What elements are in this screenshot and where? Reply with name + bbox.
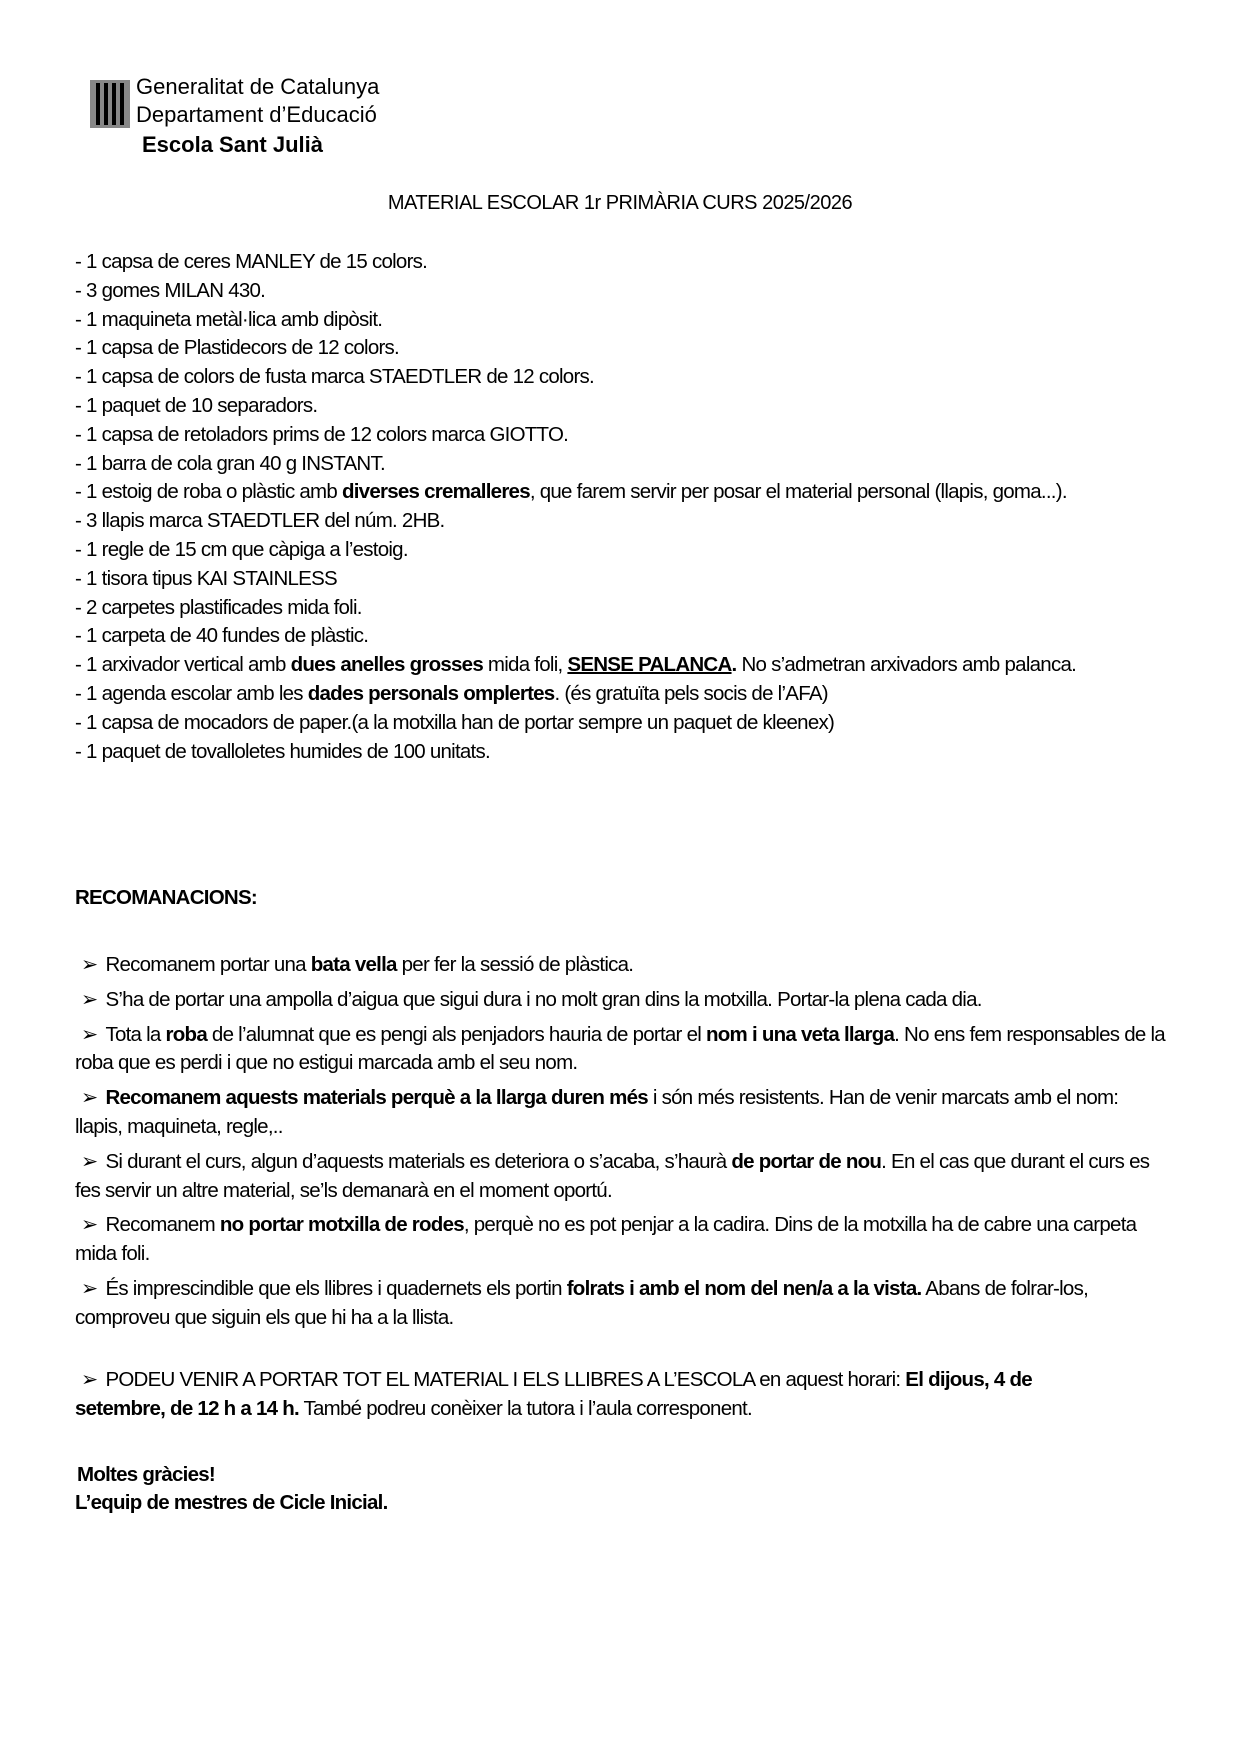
text-segment: . En el cas que durant el curs es fes servir un altre material, se’ls demanarà en el moment oportú. <box>75 1149 1150 1202</box>
material-item <box>75 565 1105 594</box>
arrow-bullet-icon: ➢ <box>81 1022 98 1046</box>
bold-text: diverses cremalleres <box>341 480 530 504</box>
text-segment: Tota la <box>105 1022 166 1046</box>
material-item <box>75 450 1105 479</box>
text-segment: , perquè no es pot penjar a la cadira. Dins de la motxilla ha de cabre una carpeta mida foli. <box>75 1213 1137 1266</box>
bold-text: . <box>731 653 737 677</box>
material-item <box>75 507 1105 536</box>
recommendation-item <box>75 1084 1167 1142</box>
text-segment: - 1 barra de cola gran 40 g INSTANT. <box>75 451 385 475</box>
text-segment: També podreu conèixer la tutora i l’aula corresponent. <box>298 1396 752 1420</box>
arrow-bullet-icon: ➢ <box>81 1149 98 1173</box>
material-item <box>75 680 1105 709</box>
text-segment: , que farem servir per posar el material personal (llapis, goma...). <box>529 480 1067 504</box>
bold-text: bata vella <box>310 953 397 976</box>
material-item <box>75 738 1105 767</box>
text-segment: - 1 carpeta de 40 fundes de plàstic. <box>75 624 369 648</box>
text-segment: - 2 carpetes plastificades mida foli. <box>75 595 362 619</box>
bold-text: nom i una veta llarga <box>705 1022 895 1046</box>
text-segment: - 1 maquineta metàl·lica amb dipòsit. <box>75 307 383 331</box>
material-item <box>75 594 1105 623</box>
text-segment: És imprescindible que els llibres i quadernets els portin <box>105 1276 567 1300</box>
signature-text: L’equip de mestres de Cicle Inicial. <box>75 1491 388 1514</box>
org-name: Generalitat de Catalunya <box>136 74 380 99</box>
text-segment: - 1 capsa de Plastidecors de 12 colors. <box>75 336 399 360</box>
text-segment: Recomanem portar una <box>105 953 311 976</box>
generalitat-logo-icon <box>90 80 130 128</box>
text-segment: No s’admetran arxivadors amb palanca. <box>736 653 1077 677</box>
text-segment: . (és gratuïta pels socis de l’AFA) <box>554 681 828 705</box>
text-segment: PODEU VENIR A PORTAR TOT EL MATERIAL I ELS LLIBRES A L’ESCOLA en aquest horari: <box>105 1368 906 1391</box>
department-name: Departament d’Educació <box>136 102 377 127</box>
arrow-bullet-icon: ➢ <box>81 987 98 1011</box>
text-segment: mida foli, <box>482 653 568 677</box>
arrow-bullet-icon: ➢ <box>81 1086 98 1110</box>
arrow-bullet-icon: ➢ <box>81 953 98 976</box>
text-segment: Abans de folrar-los, comproveu que siguin els que hi ha a la llista. <box>75 1276 1089 1329</box>
text-segment: - 1 agenda escolar amb les <box>75 681 308 705</box>
text-segment: - 1 paquet de tovalloletes humides de 100 unitats. <box>75 739 490 763</box>
material-item <box>75 392 1105 421</box>
bold-text: no portar motxilla de rodes <box>219 1213 464 1237</box>
text-segment: - 1 capsa de mocadors de paper.(a la motxilla han de portar sempre un paquet de kleenex) <box>75 710 835 734</box>
text-segment: - 1 capsa de colors de fusta marca STAEDTLER de 12 colors. <box>75 365 594 389</box>
recommendation-item <box>75 1148 1167 1206</box>
text-segment: i són més resistents. Han de venir marcats amb el nom: llapis, maquineta, regle,.. <box>75 1086 1119 1138</box>
recommendation-item <box>75 1275 1167 1333</box>
material-item <box>75 478 1105 507</box>
text-segment: . No ens fem responsables de la roba que es perdi i que no estigui marcada amb el seu nom. <box>75 1022 1165 1075</box>
recommendation-item <box>75 1211 1167 1269</box>
text-segment: - 3 llapis marca STAEDTLER del núm. 2HB. <box>75 509 445 533</box>
text-segment: - 1 capsa de ceres MANLEY de 15 colors. <box>75 250 428 273</box>
text-segment: - 1 paquet de 10 separadors. <box>75 393 318 417</box>
text-segment: Si durant el curs, algun d’aquests materials es deteriora o s’acaba, s’haurà <box>105 1149 732 1173</box>
recommendation-item <box>75 1021 1167 1079</box>
recommendations-heading: RECOMANACIONS: <box>75 886 257 909</box>
text-segment: de l’alumnat que es pengi als penjadors hauria de portar el <box>206 1022 706 1046</box>
text-segment: - 1 arxivador vertical amb <box>75 653 291 677</box>
bold-text: dues anelles grosses <box>290 653 483 677</box>
material-item <box>75 536 1105 565</box>
material-item <box>75 363 1105 392</box>
bold-text: dades personals omplertes <box>307 681 555 705</box>
text-segment: per fer la sessió de plàstica. <box>396 953 634 976</box>
school-name: Escola Sant Julià <box>142 132 323 157</box>
text-segment: - 3 gomes MILAN 430. <box>75 278 266 302</box>
text-segment: - 1 regle de 15 cm que càpiga a l’estoig. <box>75 537 408 561</box>
materials-list <box>75 248 1105 766</box>
delivery-notice <box>75 1366 1075 1424</box>
material-item <box>75 651 1105 680</box>
material-item <box>75 277 1105 306</box>
thanks-text: Moltes gràcies! <box>77 1463 215 1486</box>
bold-text: de portar de nou <box>731 1149 882 1173</box>
text-segment: - 1 tisora tipus KAI STAINLESS <box>75 566 337 590</box>
text-segment: - 1 capsa de retoladors prims de 12 colors marca GIOTTO. <box>75 422 569 446</box>
material-item <box>75 334 1105 363</box>
recommendation-item <box>75 951 1167 980</box>
material-item <box>75 622 1105 651</box>
arrow-bullet-icon: ➢ <box>81 1368 98 1391</box>
material-item <box>75 421 1105 450</box>
recommendations-list <box>75 951 1167 1339</box>
text-segment: Recomanem <box>105 1213 220 1237</box>
arrow-bullet-icon: ➢ <box>81 1213 98 1237</box>
material-item <box>75 248 1105 277</box>
recommendation-item <box>75 986 1167 1015</box>
document-title: MATERIAL ESCOLAR 1r PRIMÀRIA CURS 2025/2026 <box>387 192 853 214</box>
material-item <box>75 306 1105 335</box>
bold-text: SENSE PALANCA <box>567 653 732 677</box>
material-item <box>75 709 1105 738</box>
bold-text: folrats i amb el nom del nen/a a la vista. <box>566 1276 922 1300</box>
bold-text: El dijous, 4 de setembre, de 12 h a 14 h. <box>75 1368 1032 1420</box>
text-segment: S’ha de portar una ampolla d’aigua que sigui dura i no molt gran dins la motxilla. Portar-la plena cada dia. <box>105 987 982 1011</box>
text-segment: - 1 estoig de roba o plàstic amb <box>75 480 342 504</box>
bold-text: Recomanem aquests materials perquè a la llarga duren més <box>105 1086 648 1110</box>
bold-text: roba <box>165 1022 207 1046</box>
arrow-bullet-icon: ➢ <box>81 1276 98 1300</box>
